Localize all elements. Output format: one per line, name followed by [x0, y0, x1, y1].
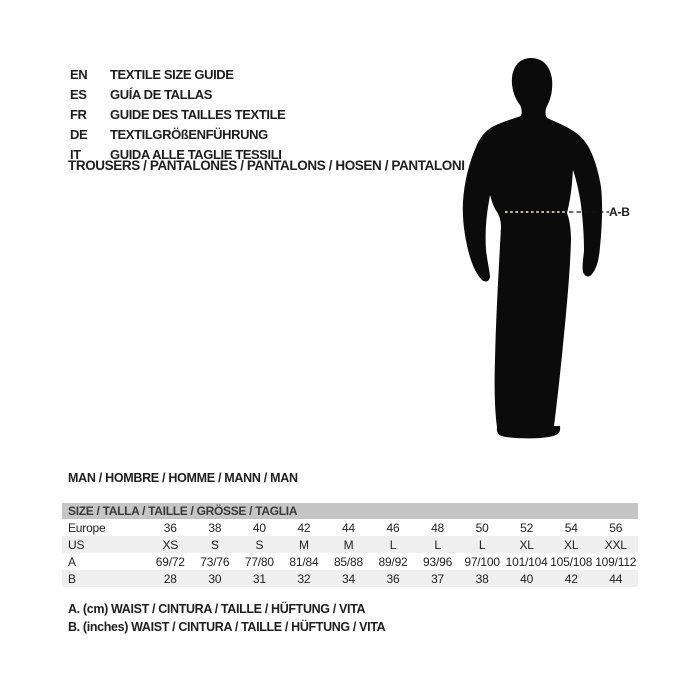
- man-silhouette-path: [463, 58, 602, 438]
- row-label: Europe: [68, 520, 106, 535]
- size-value-cell: 101/104: [505, 554, 548, 569]
- size-value-cell: 38: [208, 520, 222, 535]
- size-value-cell: 56: [609, 520, 623, 535]
- size-value-cell: 34: [341, 571, 355, 586]
- size-table: [62, 503, 638, 587]
- table-row: [62, 536, 638, 553]
- size-value-cell: 97/100: [464, 554, 500, 569]
- size-value-cell: 89/92: [378, 554, 408, 569]
- language-code: IT: [70, 146, 81, 162]
- language-row-fr: [70, 104, 285, 124]
- table-row: [62, 519, 638, 536]
- table-row: [62, 553, 638, 570]
- size-value-cell: 93/96: [423, 554, 453, 569]
- size-value-cell: 42: [564, 571, 578, 586]
- man-silhouette: [450, 55, 620, 450]
- row-label: US: [68, 537, 85, 552]
- language-code: FR: [70, 106, 87, 122]
- size-table-rows: [62, 519, 638, 587]
- row-label: A: [68, 554, 76, 569]
- size-value-cell: 81/84: [289, 554, 319, 569]
- language-code: ES: [70, 86, 87, 102]
- size-value-cell: M: [299, 537, 309, 552]
- language-label: GUIDA ALLE TAGLIE TESSILI: [110, 146, 282, 162]
- waist-measure-label: A-B: [609, 205, 630, 219]
- size-value-cell: 28: [163, 571, 177, 586]
- language-row-de: [70, 124, 285, 144]
- size-value-cell: 36: [386, 571, 400, 586]
- size-value-cell: 48: [431, 520, 445, 535]
- size-value-cell: 40: [252, 520, 266, 535]
- size-value-cell: XXL: [604, 537, 627, 552]
- size-value-cell: S: [210, 537, 219, 552]
- language-code: DE: [70, 126, 88, 142]
- language-code: EN: [70, 66, 88, 82]
- size-value-cell: 31: [252, 571, 266, 586]
- size-value-cell: 50: [475, 520, 489, 535]
- garment-title: TROUSERS / PANTALONES / PANTALONS / HOSEN / PANTALONI: [68, 158, 465, 173]
- size-value-cell: 69/72: [155, 554, 185, 569]
- section-title: MAN / HOMBRE / HOMME / MANN / MAN: [68, 471, 298, 485]
- size-value-cell: XS: [162, 537, 179, 552]
- size-value-cell: 30: [208, 571, 222, 586]
- language-label: TEXTILGRÖßENFÜHRUNG: [110, 126, 268, 142]
- measurement-notes: [68, 601, 385, 636]
- size-value-cell: 54: [564, 520, 578, 535]
- size-value-cell: 37: [431, 571, 445, 586]
- language-label: GUIDE DES TAILLES TEXTILE: [110, 106, 286, 122]
- language-label: TEXTILE SIZE GUIDE: [110, 66, 234, 82]
- note-a: A. (cm) WAIST / CINTURA / TAILLE / HÜFTUNG / VITA: [68, 602, 366, 616]
- size-value-cell: 77/80: [244, 554, 274, 569]
- size-value-cell: L: [389, 537, 397, 552]
- size-value-cell: 38: [475, 571, 489, 586]
- language-row-es: [70, 84, 285, 104]
- size-value-cell: XL: [519, 537, 534, 552]
- size-value-cell: 32: [297, 571, 311, 586]
- size-value-cell: 36: [163, 520, 177, 535]
- size-value-cell: 44: [609, 571, 623, 586]
- size-value-cell: M: [343, 537, 354, 552]
- table-row: [62, 570, 638, 587]
- size-value-cell: 73/76: [200, 554, 230, 569]
- size-table-header: SIZE / TALLA / TAILLE / GRÖSSE / TAGLIA: [62, 503, 638, 519]
- size-value-cell: XL: [564, 537, 579, 552]
- size-value-cell: 109/112: [595, 554, 637, 569]
- row-label: B: [68, 571, 76, 586]
- size-value-cell: 105/108: [550, 554, 593, 569]
- size-value-cell: 52: [520, 520, 534, 535]
- size-value-cell: S: [255, 537, 264, 552]
- language-row-en: [70, 64, 285, 84]
- size-value-cell: 44: [341, 520, 355, 535]
- language-label: GUÍA DE TALLAS: [110, 86, 213, 102]
- language-list: [70, 64, 285, 164]
- size-value-cell: 85/88: [333, 554, 363, 569]
- size-value-cell: L: [434, 537, 441, 552]
- size-value-cell: 46: [386, 520, 400, 535]
- size-value-cell: L: [478, 537, 486, 552]
- note-b: B. (inches) WAIST / CINTURA / TAILLE / HÜFTUNG / VITA: [68, 619, 386, 634]
- size-value-cell: 40: [520, 571, 534, 586]
- size-value-cell: 42: [297, 520, 311, 535]
